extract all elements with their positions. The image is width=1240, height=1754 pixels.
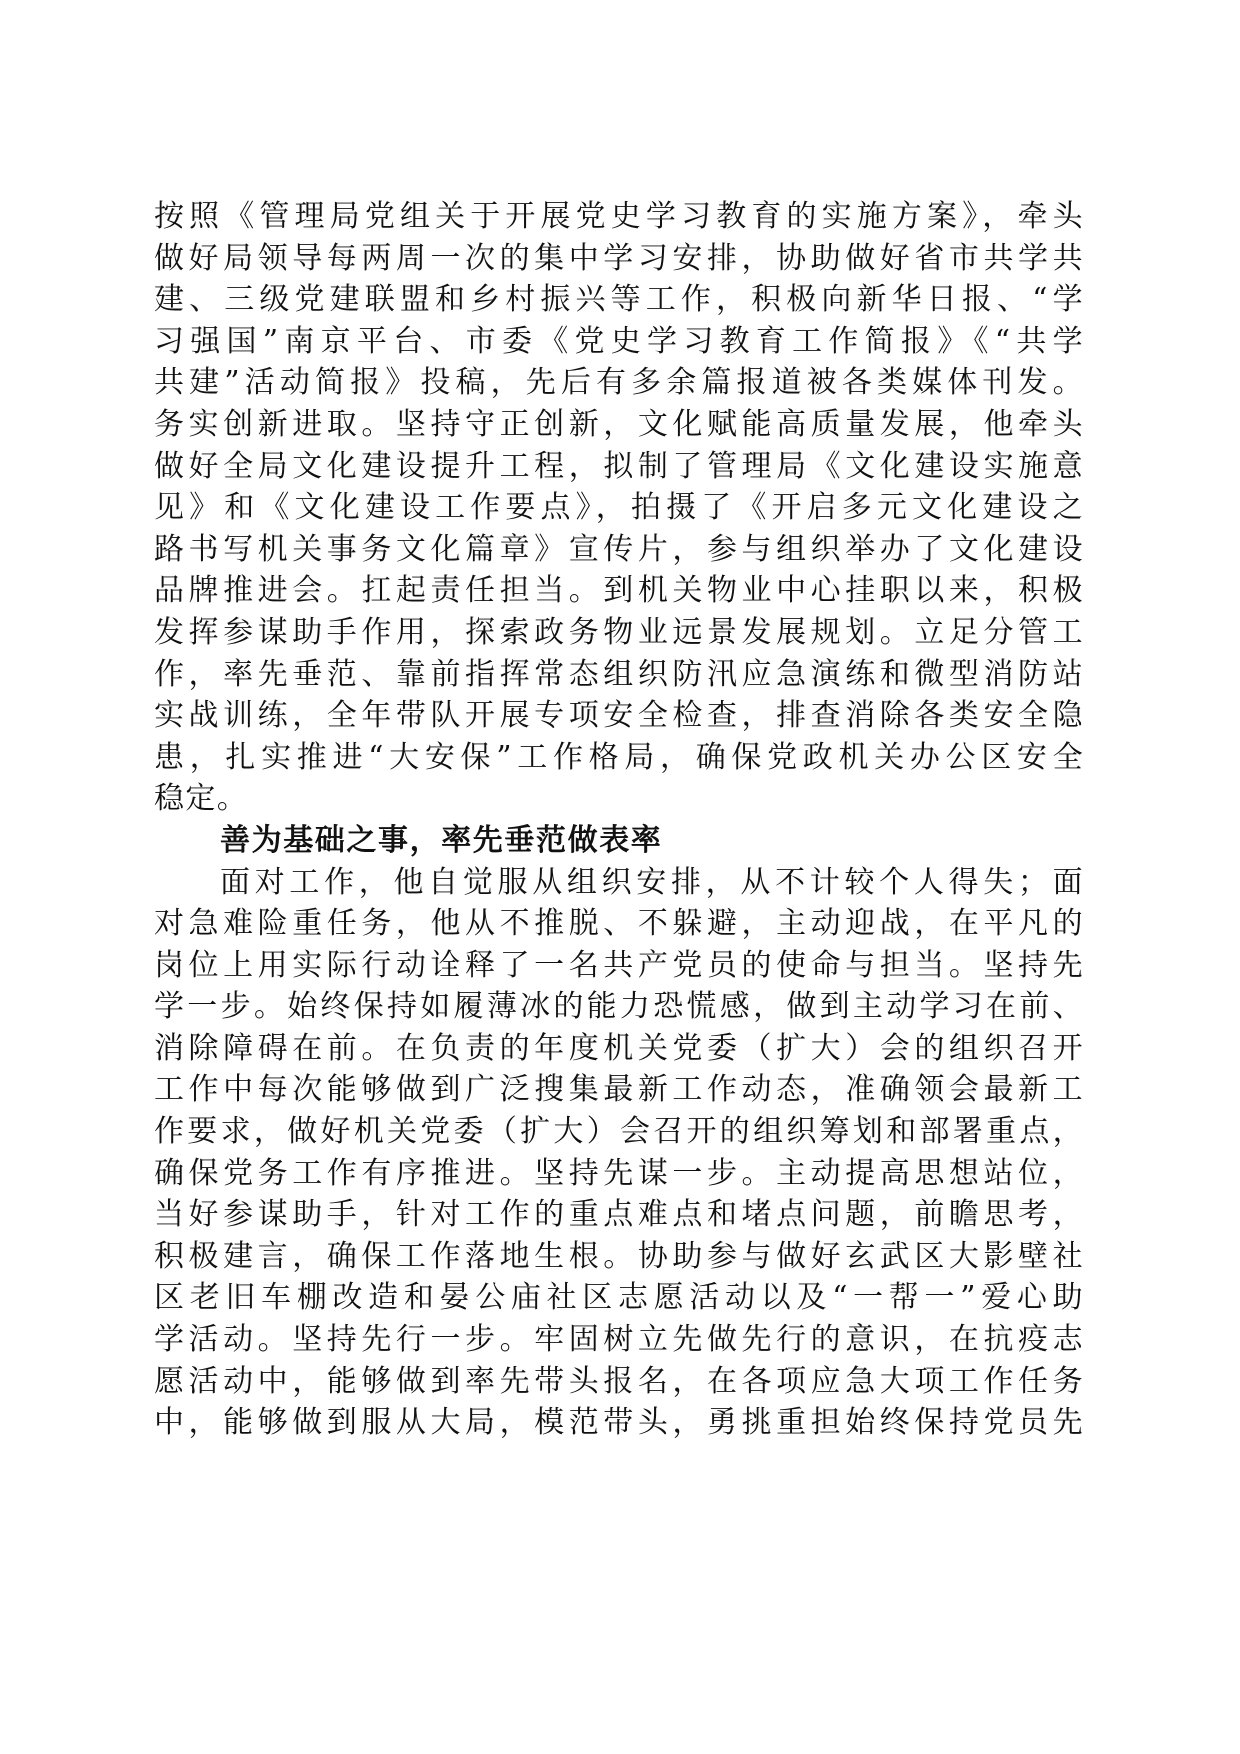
- text-line: 面对工作，他自觉服从组织安排，从不计较个人得失；面: [220, 864, 1084, 900]
- text-line: 学活动。坚持先行一步。牢固树立先做先行的意识，在抗疫志: [154, 1322, 1084, 1358]
- text-line: 对急难险重任务，他从不推脱、不躲避，主动迎战，在平凡的: [154, 906, 1084, 942]
- text-line: 路书写机关事务文化篇章》宣传片，参与组织举办了文化建设: [154, 531, 1084, 567]
- text-line: 患，扎实推进“大安保”工作格局，确保党政机关办公区安全: [154, 739, 1084, 775]
- text-line: 见》和《文化建设工作要点》，拍摄了《开启多元文化建设之: [154, 490, 1084, 526]
- text-line: 习强国”南京平台、市委《党史学习教育工作简报》《“共学: [154, 323, 1084, 359]
- text-line: 稳定。: [154, 781, 249, 817]
- text-line: 确保党务工作有序推进。坚持先谋一步。主动提高思想站位，: [154, 1155, 1084, 1191]
- text-line: 消除障碍在前。在负责的年度机关党委（扩大）会的组织召开: [154, 1030, 1084, 1066]
- section-heading: 善为基础之事，率先垂范做表率: [220, 822, 663, 858]
- text-line: 发挥参谋助手作用，探索政务物业远景发展规划。立足分管工: [154, 614, 1084, 650]
- text-line: 务实创新进取。坚持守正创新，文化赋能高质量发展，他牵头: [154, 406, 1084, 442]
- text-line: 做好全局文化建设提升工程，拟制了管理局《文化建设实施意: [154, 448, 1084, 484]
- text-line: 按照《管理局党组关于开展党史学习教育的实施方案》，牵头: [154, 199, 1084, 234]
- text-line: 共建”活动简报》投稿，先后有多余篇报道被各类媒体刊发。: [154, 365, 1084, 401]
- text-line: 工作中每次能够做到广泛搜集最新工作动态，准确领会最新工: [154, 1072, 1084, 1108]
- text-line: 品牌推进会。扛起责任担当。到机关物业中心挂职以来，积极: [154, 573, 1084, 609]
- text-line: 当好参谋助手，针对工作的重点难点和堵点问题，前瞻思考，: [154, 1197, 1084, 1233]
- text-line: 作，率先垂范、靠前指挥常态组织防汛应急演练和微型消防站: [154, 656, 1084, 692]
- text-line: 建、三级党建联盟和乡村振兴等工作，积极向新华日报、“学: [154, 282, 1084, 318]
- text-line: 区老旧车棚改造和晏公庙社区志愿活动以及“一帮一”爱心助: [154, 1280, 1084, 1316]
- text-line: 作要求，做好机关党委（扩大）会召开的组织筹划和部署重点，: [154, 1114, 1084, 1150]
- text-line: 做好局领导每两周一次的集中学习安排，协助做好省市共学共: [154, 240, 1084, 276]
- paragraph-2: [154, 862, 1084, 1444]
- text-line: 实战训练，全年带队开展专项安全检查，排查消除各类安全隐: [154, 698, 1084, 734]
- text-line: 岗位上用实际行动诠释了一名共产党员的使命与担当。坚持先: [154, 947, 1084, 983]
- text-line: 中，能够做到服从大局，模范带头，勇挑重担始终保持党员先: [154, 1405, 1084, 1441]
- document-body: [154, 196, 1084, 1444]
- paragraph-1: [154, 196, 1084, 820]
- text-line: 积极建言，确保工作落地生根。协助参与做好玄武区大影壁社: [154, 1238, 1084, 1274]
- text-line: 愿活动中，能够做到率先带头报名，在各项应急大项工作任务: [154, 1363, 1084, 1399]
- text-line: 学一步。始终保持如履薄冰的能力恐慌感，做到主动学习在前、: [154, 989, 1084, 1025]
